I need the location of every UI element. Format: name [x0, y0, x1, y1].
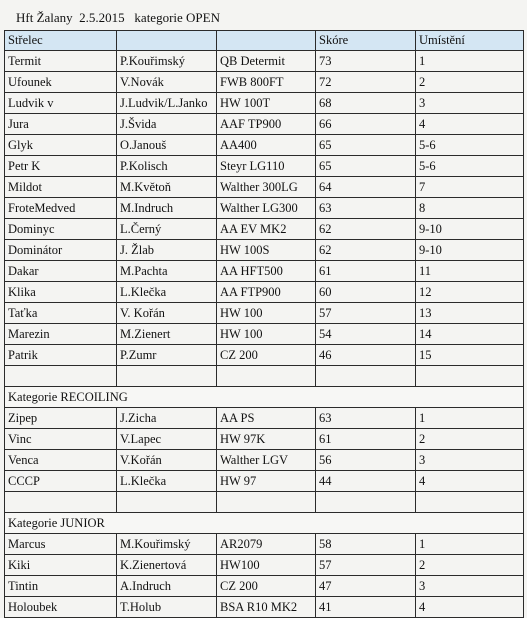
gun-cell: AA HFT500 — [217, 261, 316, 282]
open-result-row — [5, 72, 524, 93]
gun-cell: FWB 800FT — [217, 72, 316, 93]
recoiling-result-row — [5, 408, 524, 429]
blank-row — [5, 492, 524, 513]
shooter-cell: Marezin — [5, 324, 117, 345]
placement-cell: 15 — [416, 345, 524, 366]
name-cell: J.Ludvik/L.Janko — [117, 93, 217, 114]
name-cell: P.Kolisch — [117, 156, 217, 177]
blank-row — [5, 366, 524, 387]
name-cell: T.Holub — [117, 597, 217, 618]
name-cell: M.Pachta — [117, 261, 217, 282]
section-title: Kategorie RECOILING — [5, 387, 524, 408]
shooter-cell: Zipep — [5, 408, 117, 429]
name-cell: J.Švida — [117, 114, 217, 135]
placement-cell: 11 — [416, 261, 524, 282]
gun-cell: Walther LG300 — [217, 198, 316, 219]
shooter-cell: FroteMedved — [5, 198, 117, 219]
placement-cell: 4 — [416, 471, 524, 492]
open-result-row — [5, 219, 524, 240]
name-cell: M.Indruch — [117, 198, 217, 219]
gun-cell: CZ 200 — [217, 345, 316, 366]
open-result-row — [5, 303, 524, 324]
gun-cell: HW 100S — [217, 240, 316, 261]
placement-cell: 7 — [416, 177, 524, 198]
placement-cell: 5-6 — [416, 135, 524, 156]
placement-cell: 13 — [416, 303, 524, 324]
gun-cell: Walther LGV — [217, 450, 316, 471]
recoiling-result-row — [5, 450, 524, 471]
open-result-row — [5, 114, 524, 135]
name-cell: M.Zienert — [117, 324, 217, 345]
gun-cell: Walther 300LG — [217, 177, 316, 198]
open-result-row — [5, 261, 524, 282]
header-shooter: Střelec — [5, 31, 117, 51]
name-cell: J.Zicha — [117, 408, 217, 429]
gun-cell: CZ 200 — [217, 576, 316, 597]
score-cell: 58 — [316, 534, 416, 555]
score-cell: 65 — [316, 135, 416, 156]
gun-cell: HW 97K — [217, 429, 316, 450]
score-cell: 63 — [316, 198, 416, 219]
open-result-row — [5, 282, 524, 303]
placement-cell: 2 — [416, 72, 524, 93]
header-name — [117, 31, 217, 51]
junior-result-row — [5, 576, 524, 597]
junior-result-row — [5, 534, 524, 555]
score-cell: 62 — [316, 219, 416, 240]
results-table — [4, 30, 524, 618]
section-junior — [5, 513, 524, 534]
shooter-cell: Jura — [5, 114, 117, 135]
score-cell: 47 — [316, 576, 416, 597]
open-result-row — [5, 93, 524, 114]
shooter-cell: Dominyc — [5, 219, 117, 240]
score-cell: 57 — [316, 555, 416, 576]
gun-cell: HW 100 — [217, 324, 316, 345]
score-cell: 66 — [316, 114, 416, 135]
placement-cell: 9-10 — [416, 219, 524, 240]
name-cell: A.Indruch — [117, 576, 217, 597]
name-cell: J. Žlab — [117, 240, 217, 261]
score-cell: 44 — [316, 471, 416, 492]
placement-cell: 14 — [416, 324, 524, 345]
recoiling-result-row — [5, 471, 524, 492]
page-title: Hft Žalany 2.5.2015 kategorie OPEN — [16, 10, 220, 25]
empty-cell — [316, 492, 416, 513]
gun-cell: AA FTP900 — [217, 282, 316, 303]
name-cell: K.Zienertová — [117, 555, 217, 576]
section-recoiling — [5, 387, 524, 408]
empty-cell — [316, 366, 416, 387]
open-result-row — [5, 177, 524, 198]
open-result-row — [5, 324, 524, 345]
shooter-cell: Venca — [5, 450, 117, 471]
shooter-cell: Glyk — [5, 135, 117, 156]
recoiling-result-row — [5, 429, 524, 450]
score-cell: 61 — [316, 261, 416, 282]
score-cell: 64 — [316, 177, 416, 198]
name-cell: L.Černý — [117, 219, 217, 240]
header-score: Skóre — [316, 31, 416, 51]
shooter-cell: Dominátor — [5, 240, 117, 261]
gun-cell: AR2079 — [217, 534, 316, 555]
open-result-row — [5, 240, 524, 261]
empty-cell — [117, 366, 217, 387]
empty-cell — [416, 492, 524, 513]
placement-cell: 4 — [416, 597, 524, 618]
score-cell: 46 — [316, 345, 416, 366]
shooter-cell: CCCP — [5, 471, 117, 492]
placement-cell: 1 — [416, 51, 524, 72]
name-cell: M.Kouřimský — [117, 534, 217, 555]
name-cell: V.Lapec — [117, 429, 217, 450]
open-result-row — [5, 135, 524, 156]
shooter-cell: Patrik — [5, 345, 117, 366]
placement-cell: 3 — [416, 450, 524, 471]
results-table-body — [5, 31, 524, 618]
open-result-row — [5, 198, 524, 219]
name-cell: V.Kořán — [117, 450, 217, 471]
name-cell: L.Klečka — [117, 282, 217, 303]
open-result-row — [5, 156, 524, 177]
placement-cell: 3 — [416, 93, 524, 114]
gun-cell: AAF TP900 — [217, 114, 316, 135]
name-cell: P.Kouřimský — [117, 51, 217, 72]
score-cell: 72 — [316, 72, 416, 93]
gun-cell: HW 100 — [217, 303, 316, 324]
score-cell: 65 — [316, 156, 416, 177]
section-title: Kategorie JUNIOR — [5, 513, 524, 534]
score-cell: 57 — [316, 303, 416, 324]
shooter-cell: Termit — [5, 51, 117, 72]
empty-cell — [5, 492, 117, 513]
gun-cell: AA EV MK2 — [217, 219, 316, 240]
name-cell: V. Kořán — [117, 303, 217, 324]
score-cell: 61 — [316, 429, 416, 450]
shooter-cell: Klika — [5, 282, 117, 303]
gun-cell: HW100 — [217, 555, 316, 576]
gun-cell: QB Determit — [217, 51, 316, 72]
shooter-cell: Petr K — [5, 156, 117, 177]
placement-cell: 5-6 — [416, 156, 524, 177]
gun-cell: BSA R10 MK2 — [217, 597, 316, 618]
table-header-row — [5, 31, 524, 51]
empty-cell — [416, 366, 524, 387]
header-placement: Umístění — [416, 31, 524, 51]
shooter-cell: Taťka — [5, 303, 117, 324]
shooter-cell: Dakar — [5, 261, 117, 282]
shooter-cell: Vinc — [5, 429, 117, 450]
name-cell: M.Květoň — [117, 177, 217, 198]
empty-cell — [5, 366, 117, 387]
placement-cell: 9-10 — [416, 240, 524, 261]
name-cell: O.Janouš — [117, 135, 217, 156]
junior-result-row — [5, 555, 524, 576]
open-result-row — [5, 345, 524, 366]
shooter-cell: Tintin — [5, 576, 117, 597]
placement-cell: 12 — [416, 282, 524, 303]
score-cell: 60 — [316, 282, 416, 303]
name-cell: V.Novák — [117, 72, 217, 93]
empty-cell — [217, 366, 316, 387]
score-cell: 63 — [316, 408, 416, 429]
score-cell: 68 — [316, 93, 416, 114]
score-cell: 41 — [316, 597, 416, 618]
placement-cell: 2 — [416, 555, 524, 576]
placement-cell: 3 — [416, 576, 524, 597]
empty-cell — [217, 492, 316, 513]
shooter-cell: Mildot — [5, 177, 117, 198]
placement-cell: 8 — [416, 198, 524, 219]
shooter-cell: Ufounek — [5, 72, 117, 93]
score-cell: 73 — [316, 51, 416, 72]
gun-cell: AA PS — [217, 408, 316, 429]
header-gun — [217, 31, 316, 51]
shooter-cell: Kiki — [5, 555, 117, 576]
name-cell: P.Zumr — [117, 345, 217, 366]
name-cell: L.Klečka — [117, 471, 217, 492]
placement-cell: 1 — [416, 408, 524, 429]
empty-cell — [117, 492, 217, 513]
score-cell: 62 — [316, 240, 416, 261]
score-cell: 56 — [316, 450, 416, 471]
shooter-cell: Ludvik v — [5, 93, 117, 114]
placement-cell: 4 — [416, 114, 524, 135]
placement-cell: 2 — [416, 429, 524, 450]
shooter-cell: Marcus — [5, 534, 117, 555]
gun-cell: Steyr LG110 — [217, 156, 316, 177]
shooter-cell: Holoubek — [5, 597, 117, 618]
gun-cell: HW 100T — [217, 93, 316, 114]
gun-cell: AA400 — [217, 135, 316, 156]
open-result-row — [5, 51, 524, 72]
score-cell: 54 — [316, 324, 416, 345]
gun-cell: HW 97 — [217, 471, 316, 492]
placement-cell: 1 — [416, 534, 524, 555]
